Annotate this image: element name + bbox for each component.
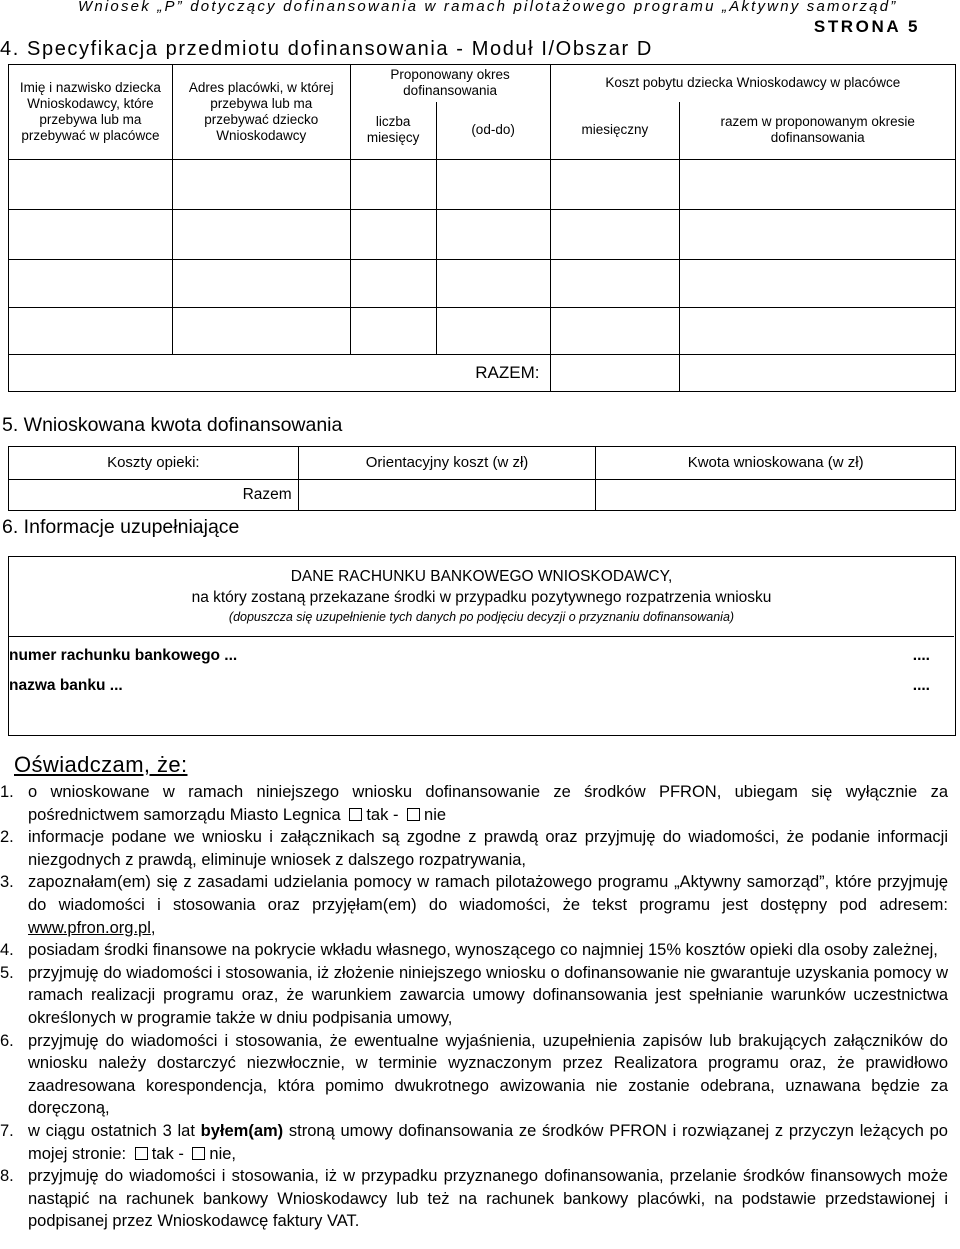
checkbox-yes[interactable]	[135, 1147, 148, 1160]
statement-item	[0, 1120, 948, 1165]
cell-range[interactable]	[436, 260, 550, 308]
item-number: 7.	[0, 1121, 14, 1140]
statement-item	[0, 1165, 948, 1233]
statement-item	[0, 962, 948, 1030]
statement-item	[0, 826, 948, 871]
item-number: 1.	[0, 783, 14, 801]
statement-item	[0, 781, 948, 826]
option-no-label: nie,	[209, 1144, 237, 1163]
header-total-period: razem w proponowanym okresie dofinansowania	[680, 102, 956, 160]
header-proposed-period: Proponowany okres dofinansowania	[350, 65, 550, 102]
item-number: 2.	[0, 828, 14, 847]
item-text-cont: stroną umowy dofinansowania ze środków PFRON i rozwiązanej z przyczyn leżących po mojej stronie:	[28, 1121, 948, 1163]
statement-item	[0, 1030, 948, 1120]
total-row	[9, 355, 956, 392]
total-label: RAZEM:	[9, 355, 551, 392]
cell-monthly[interactable]	[550, 210, 680, 260]
total-period-cell[interactable]	[680, 355, 956, 392]
cell-range[interactable]	[436, 210, 550, 260]
item-text: w ciągu ostatnich 3 lat	[28, 1121, 201, 1140]
header-requested-amount: Kwota wnioskowana (w zł)	[596, 447, 956, 480]
cell-total[interactable]	[680, 308, 956, 355]
total-monthly-cell[interactable]	[550, 355, 680, 392]
cell-monthly[interactable]	[550, 308, 680, 355]
cell-address[interactable]	[172, 210, 350, 260]
statement-title: Oświadczam, że:	[14, 752, 188, 777]
item-text-end: ,	[150, 918, 156, 937]
header-estimated-cost: Orientacyjny koszt (w zł)	[298, 447, 596, 480]
checkbox-no[interactable]	[192, 1147, 205, 1160]
item-bold-text: byłem(am)	[200, 1121, 284, 1140]
cell-name[interactable]	[9, 260, 173, 308]
header-child-name: Imię i nazwisko dziecka Wnioskodawcy, które przebywa lub ma przebywać w placówce	[9, 65, 173, 160]
cell-months[interactable]	[350, 308, 436, 355]
cell-months[interactable]	[350, 210, 436, 260]
account-number-dots: ....	[912, 647, 930, 664]
requested-amount-table	[8, 446, 956, 511]
item-text: posiadam środki finansowe na pokrycie wkładu własnego, wynoszącego co najmniej 15% kosztów opieki dla osoby zależnej,	[28, 941, 938, 960]
checkbox-yes[interactable]	[349, 808, 362, 821]
item-number: 4.	[0, 941, 14, 960]
total-label: Razem	[9, 480, 299, 511]
bank-subheading: na który zostaną przekazane środki w przypadku pozytywnego rozpatrzenia wniosku	[191, 589, 772, 606]
option-no-label: nie	[424, 805, 447, 824]
item-text: przyjmuję do wiadomości i stosowania, iż w przypadku przyznanego dofinansowania, przelanie środków finansowych może nastąpić na rachunek bankowy Wnioskodawcy lub też na rachunek bankowy placówki, na podstawie przedstawionej i podpisanej przez Wnioskodawcę faktury VAT.	[28, 1167, 948, 1231]
running-header: Wniosek „P” dotyczący dofinansowania w ramach pilotażowego programu „Aktywny samorząd”	[78, 0, 898, 15]
section-6-title: 6. Informacje uzupełniające	[2, 516, 240, 538]
table-row	[9, 260, 956, 308]
requested-total-cell[interactable]	[596, 480, 956, 511]
header-monthly: miesięczny	[550, 102, 680, 160]
cell-monthly[interactable]	[550, 160, 680, 210]
bank-name-dots: ....	[912, 677, 930, 694]
table-row	[9, 308, 956, 355]
program-link[interactable]: www.pfron.org.pl	[28, 918, 151, 937]
option-yes-label: tak -	[366, 805, 399, 824]
bank-name-label: nazwa banku ...	[9, 677, 123, 694]
header-care-costs: Koszty opieki:	[9, 447, 299, 480]
cell-address[interactable]	[172, 260, 350, 308]
statement-item	[0, 871, 948, 939]
bank-details-box	[8, 556, 956, 736]
checkbox-no[interactable]	[407, 808, 420, 821]
cell-range[interactable]	[436, 160, 550, 210]
cell-total[interactable]	[680, 260, 956, 308]
cell-name[interactable]	[9, 160, 173, 210]
header-stay-cost: Koszt pobytu dziecka Wnioskodawcy w placówce	[550, 65, 955, 102]
item-number: 6.	[0, 1031, 14, 1050]
cell-total[interactable]	[680, 210, 956, 260]
cell-monthly[interactable]	[550, 260, 680, 308]
item-number: 8.	[0, 1167, 14, 1186]
account-number-label: numer rachunku bankowego ...	[9, 647, 238, 664]
cell-months[interactable]	[350, 260, 436, 308]
item-text: zapoznałam(em) się z zasadami udzielania pomocy w ramach pilotażowego programu „Aktywny samorząd”, które przyjmuję do wiadomości i stosowania oraz przyjęłam(em) do wiadomości, że tekst programu jest dostępny pod adresem:	[28, 873, 948, 914]
table-row	[9, 210, 956, 260]
item-text: o wnioskowane w ramach niniejszego wniosku dofinansowanie ze środków PFRON, ubiegam się wyłącznie za pośrednictwem samorządu Miasto Legnica	[28, 783, 948, 824]
specification-table	[8, 64, 956, 392]
cell-range[interactable]	[436, 308, 550, 355]
statement-list	[0, 781, 948, 1233]
section-5-title: 5. Wnioskowana kwota dofinansowania	[2, 414, 343, 436]
page-label: STRONA 5	[813, 17, 920, 36]
cell-total[interactable]	[680, 160, 956, 210]
item-text: informacje podane we wniosku i załącznikach są zgodne z prawdą oraz przyjmuję do wiadomości, że podanie informacji niezgodnych z prawdą, eliminuje wniosek z dalszego rozpatrywania,	[28, 828, 948, 869]
cell-months[interactable]	[350, 160, 436, 210]
item-text: przyjmuję do wiadomości i stosowania, iż złożenie niniejszego wniosku o dofinansowanie nie gwarantuje uzyskania pomocy w ramach realizacji programu oraz, że warunkiem zawarcia umowy dofinansowania jest spełnianie warunków uczestnictwa określonych w programie także w dniu podpisania umowy,	[28, 963, 948, 1027]
cell-address[interactable]	[172, 308, 350, 355]
header-range: (od-do)	[436, 102, 550, 160]
bank-heading: DANE RACHUNKU BANKOWEGO WNIOSKODAWCY,	[290, 568, 673, 585]
bank-note: (dopuszcza się uzupełnienie tych danych po podjęciu decyzji o przyznaniu dofinansowania)	[228, 610, 735, 624]
option-yes-label: tak -	[151, 1144, 184, 1163]
item-number: 5.	[0, 963, 14, 982]
bank-details-header	[9, 557, 954, 637]
section-4-title: 4. Specyfikacja przedmiotu dofinansowania - Moduł I/Obszar D	[0, 38, 653, 60]
table-row	[9, 160, 956, 210]
cell-address[interactable]	[172, 160, 350, 210]
cell-name[interactable]	[9, 308, 173, 355]
item-number: 3.	[0, 873, 14, 892]
header-months: liczba miesięcy	[350, 102, 436, 160]
header-facility-address: Adres placówki, w której przebywa lub ma przebywać dziecko Wnioskodawcy	[172, 65, 350, 160]
cell-name[interactable]	[9, 210, 173, 260]
statement-item	[0, 939, 948, 962]
item-text: przyjmuję do wiadomości i stosowania, że ewentualne wyjaśnienia, uzupełnienia zapisów lub brakujących załączników do wniosku należy dostarczyć niezwłocznie, w terminie wyznaczonym przez Realizatora programu oraz, że prawidłowo zaadresowana korespondencja, która pomimo dwukrotnego awizowania nie zostanie odebrana, uznawana będzie za doręczoną,	[28, 1031, 948, 1118]
estimated-total-cell[interactable]	[298, 480, 596, 511]
